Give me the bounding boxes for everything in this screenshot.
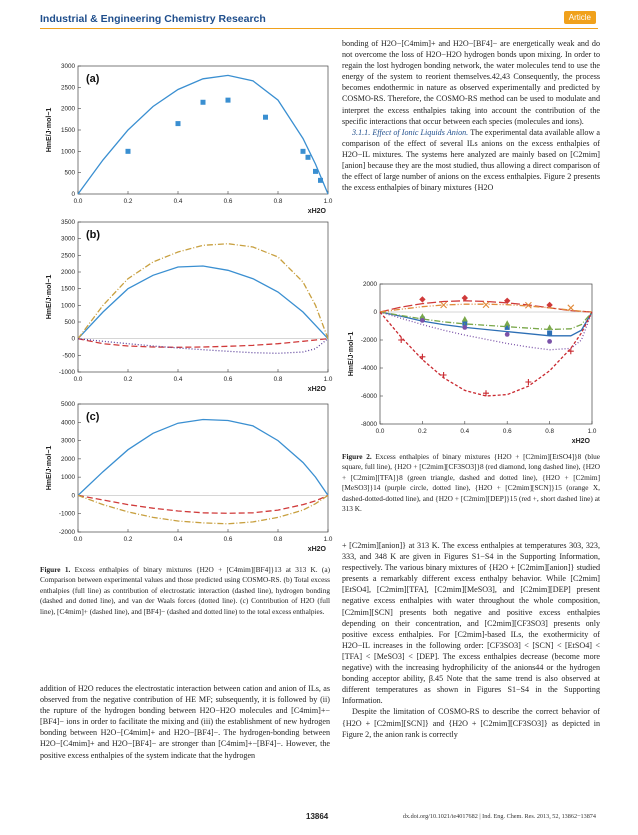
x-tick-label: 0.4 [173, 536, 183, 543]
y-tick-label: 2000 [362, 281, 377, 288]
panel-label: (a) [86, 73, 100, 85]
y-tick-label: 0 [71, 191, 75, 198]
journal-title: Industrial & Engineering Chemistry Research [40, 13, 266, 25]
x-tick-label: 0.2 [123, 198, 133, 205]
y-tick-label: 500 [64, 169, 75, 177]
y-tick-label: -4000 [360, 365, 377, 372]
y-tick-label: 2000 [60, 105, 75, 113]
data-point [420, 318, 425, 323]
x-tick-label: 0.6 [502, 428, 512, 435]
figure2-chart [342, 278, 602, 448]
x-tick-label: 0.8 [273, 198, 283, 205]
series-line [380, 301, 592, 312]
right-column-top [342, 38, 600, 193]
y-tick-label: 500 [64, 319, 75, 326]
x-tick-label: 0.0 [73, 198, 83, 205]
y-tick-label: 0 [71, 335, 75, 343]
right-paragraph-4: Despite the limitation of COSMO-RS to describe the correct behavior of {H2O + [C2mim][SCN]} and {H2O + [C2mim][CF3SO3]} as depicted in Figure 2, the anion rank is correctly [342, 707, 600, 739]
y-tick-label: -2000 [58, 529, 75, 536]
series-line [78, 495, 328, 523]
y-tick-label: 3000 [60, 437, 75, 445]
right-column-bottom [342, 540, 600, 740]
header-rule [40, 28, 598, 29]
figure1-panel-c [40, 392, 340, 562]
article-tag: Article [564, 11, 596, 24]
data-point [505, 332, 510, 337]
data-point [547, 331, 552, 336]
series-line [380, 312, 592, 396]
y-axis-label: HmE/J·mol−1 [46, 445, 53, 491]
y-tick-label: 1500 [60, 127, 75, 134]
y-tick-label: 0 [71, 492, 75, 500]
x-tick-label: 0.4 [460, 428, 470, 435]
data-point [462, 325, 467, 330]
series-line [78, 75, 328, 194]
data-point [301, 149, 306, 154]
x-tick-label: 1.0 [587, 428, 597, 435]
data-point [126, 149, 131, 154]
plot-frame [78, 66, 328, 194]
data-point [419, 296, 425, 302]
panel-label: (c) [86, 411, 100, 423]
figure1-caption [40, 565, 330, 617]
data-point [441, 372, 447, 378]
y-tick-label: -1000 [58, 510, 75, 518]
data-point [462, 316, 468, 322]
y-tick-label: 1000 [60, 474, 75, 482]
x-tick-label: 1.0 [323, 536, 333, 543]
x-tick-label: 0.6 [223, 198, 233, 205]
y-tick-label: 1000 [60, 302, 75, 310]
series-line [78, 339, 328, 354]
figure2-caption-label: Figure 2. [342, 452, 372, 461]
data-point [483, 302, 489, 308]
x-tick-label: 0.2 [123, 536, 133, 543]
panel-label: (b) [86, 229, 101, 241]
data-point [306, 155, 311, 160]
figure2-caption-text: Excess enthalpies of binary mixtures {H2O + [C2mim][EtSO4]}8 (blue square, full line), {H2O + [C2mim][CF3SO3]}8 (red diamond, long dashed line), {H2O + [C2mim][TFA]}8 (green triangle, dashed and dotted line), {H2O + [C2mim][MeSO3]}14 (purple circle, dotted line), {H2O + [C2mim][SCN]}15 (orange X, dashed-dotted-dotted line), and {H2O + [C2mim][DEP]}15 (red +, short dashed line) at 313 K. [342, 452, 600, 514]
y-tick-label: 2000 [60, 455, 75, 463]
left-column-text [40, 683, 330, 761]
y-tick-label: -500 [62, 352, 75, 360]
x-tick-label: 1.0 [323, 376, 333, 383]
y-tick-label: 3000 [60, 63, 75, 70]
x-tick-label: 0.6 [223, 536, 233, 543]
y-tick-label: 1000 [60, 148, 75, 156]
y-tick-label: -6000 [360, 393, 377, 400]
data-point [547, 324, 553, 330]
x-axis-label: xH2O [571, 438, 590, 445]
right-paragraph-3: + [C2mim][anion]} at 313 K. The excess enthalpies at temperatures 303, 323, 333, and 348 K are given in Figures S1−S4 in the Supporting Information, respectively. The various binary mixtures of {H2O + [C2mim][anion]} studied presents a remarkably different excess enthalpy behavior. While [C2mim][EtSO4], [C2mim][TFA], [C2mim][MeSO3], and [C2mim][DEP] present negative excess enthalpies with water throughout the whole composition, [C2mim][SCN] presents both negative and positive excess enthalpies depending on their concentration, and [C2mim][CF3SO3] presents only positive excess enthalpies. For [C2mim]-based ILs, the exothermicity of H2O−IL increases in the following order: [CF3SO3] < [SCN] < [EtSO4] < [TFA] < [MeSO3] < [DEP]. The excess enthalpies decrease (become more negative) with the increasing hydrophilicity of the anions44 or the hydrogen bonding acceptor ability, β.45 Note that the same trend is also observed at different temperatures as shown in Figures S1−S4 in the Supporting Information. [342, 541, 600, 706]
right-paragraph-2: The experimental data available allow a comparison of the effect of several ILs anions on the excess enthalpies of H2O−IL mixtures. The systems here analyzed are mainly based on [C2mim][anion] because they are the most studied, thus allowing a direct comparison of the effect of large number of anions on the excess enthalpies. Figure 2 presents the excess enthalpies of binary mixtures {H2O [342, 127, 600, 193]
y-tick-label: 2500 [60, 84, 75, 92]
x-axis-label: xH2O [307, 546, 326, 553]
y-axis-label: HmE/J·mol−1 [46, 107, 53, 153]
y-tick-label: 4000 [60, 419, 75, 427]
x-axis-label: xH2O [307, 386, 326, 393]
y-tick-label: 3500 [60, 219, 75, 226]
y-tick-label: -1000 [58, 369, 75, 376]
x-tick-label: 0.6 [223, 376, 233, 383]
series-line [78, 266, 328, 339]
series-line [380, 312, 592, 350]
figure1-panel-a [40, 58, 340, 218]
x-tick-label: 0.8 [273, 376, 283, 383]
y-tick-label: 2000 [60, 269, 75, 276]
y-tick-label: 2500 [60, 252, 75, 260]
x-tick-label: 0.0 [73, 376, 83, 383]
figure1-caption-label: Figure 1. [40, 565, 71, 574]
subsection-title: 3.1.1. Effect of Ionic Liquids Anion. [352, 127, 469, 137]
data-point [419, 313, 425, 319]
x-tick-label: 0.8 [545, 428, 554, 435]
series-line [78, 244, 328, 339]
data-point [419, 354, 425, 360]
data-point [568, 348, 574, 354]
x-tick-label: 0.4 [173, 376, 183, 383]
data-point [176, 121, 181, 126]
figure1-panel-b [40, 212, 340, 402]
x-tick-label: 0.2 [418, 428, 427, 435]
data-point [568, 305, 574, 311]
data-point [226, 98, 231, 103]
series-line [78, 495, 328, 513]
y-tick-label: 5000 [60, 401, 75, 408]
doi-footer: dx.doi.org/10.1021/ie4017682 | Ind. Eng. Chem. Res. 2013, 52, 13862−13874 [402, 813, 596, 820]
figure2-caption [342, 452, 600, 514]
data-point [398, 337, 404, 343]
plot-frame [78, 222, 328, 372]
data-point [201, 100, 206, 105]
left-paragraph: addition of H2O reduces the electrostatic interaction between cation and anion of ILs, as observed from the negative contribution of HE MF; subsequently, it is followed by (ii) the rupture of the hydrogen bonding between H2O−H2O molecules and [C4mim]+−[BF4]− ions in order to facilitate the mixing and (iii) the establishment of new hydrogen bonding between H2O−[C4mim]+ and H2O−[BF4]−. The hydrogen-bonding between H2O−[C4mim]+ and H2O−[BF4]− are stronger than [C4mim]+−[BF4]−. However, the positive excess enthalpies of the system indicate that the hydrogen [40, 684, 330, 760]
right-paragraph-1: bonding of H2O−[C4mim]+ and H2O−[BF4]− are energetically weak and do not overcome the loss of H2O−H2O hydrogen bonds upon mixing. In order to regain the lost hydrogen bonding network, the water molecules tend to use the energy of the system to reorient themselves.42,43 Consequently, the process becomes endothermic in nature as observed experimentally and predicted by COSMO-RS. Therefore, the COSMO-RS method can be used to modulate and interpret the excess enthalpies taking into account the contribution of the specific interactions that occur between each species (molecules and ions). [342, 39, 600, 126]
series-line [78, 420, 328, 496]
x-tick-label: 0.4 [173, 198, 183, 205]
data-point [547, 339, 552, 344]
figure1-caption-text: Excess enthalpies of binary mixtures {H2O + [C4mim][BF4]}13 at 313 K. (a) Comparison between experimental values and those predicted using COSMO-RS. (b) Total excess enthalpies (full line) as contribution of electrostatic interaction (dashed line), hydrogen bonding (dashed and dotted line), and van der Waals forces (dotted line). (c) Contribution of H2O (full line), [C4mim]+ (dashed line), and [BF4]− (dashed and dotted line) to the total excess enthalpies. [40, 565, 330, 616]
x-tick-label: 0.8 [273, 536, 283, 543]
y-tick-label: -8000 [360, 421, 377, 428]
y-axis-label: HmE/J·mol−1 [46, 274, 53, 320]
y-tick-label: 1500 [60, 285, 75, 293]
y-tick-label: 3000 [60, 235, 75, 243]
x-tick-label: 0.0 [73, 536, 83, 543]
x-axis-label: xH2O [307, 208, 326, 215]
page-number: 13864 [306, 812, 329, 821]
x-tick-label: 1.0 [323, 198, 333, 205]
y-axis-label: HmE/J·mol−1 [348, 331, 355, 377]
series-line [78, 339, 328, 348]
y-tick-label: -2000 [360, 337, 377, 344]
y-tick-label: 0 [373, 309, 377, 316]
series-line [380, 312, 592, 330]
data-point [263, 115, 268, 120]
data-point [504, 320, 510, 326]
x-tick-label: 0.0 [375, 428, 385, 435]
x-tick-label: 0.2 [123, 376, 133, 383]
series-line [380, 312, 592, 336]
